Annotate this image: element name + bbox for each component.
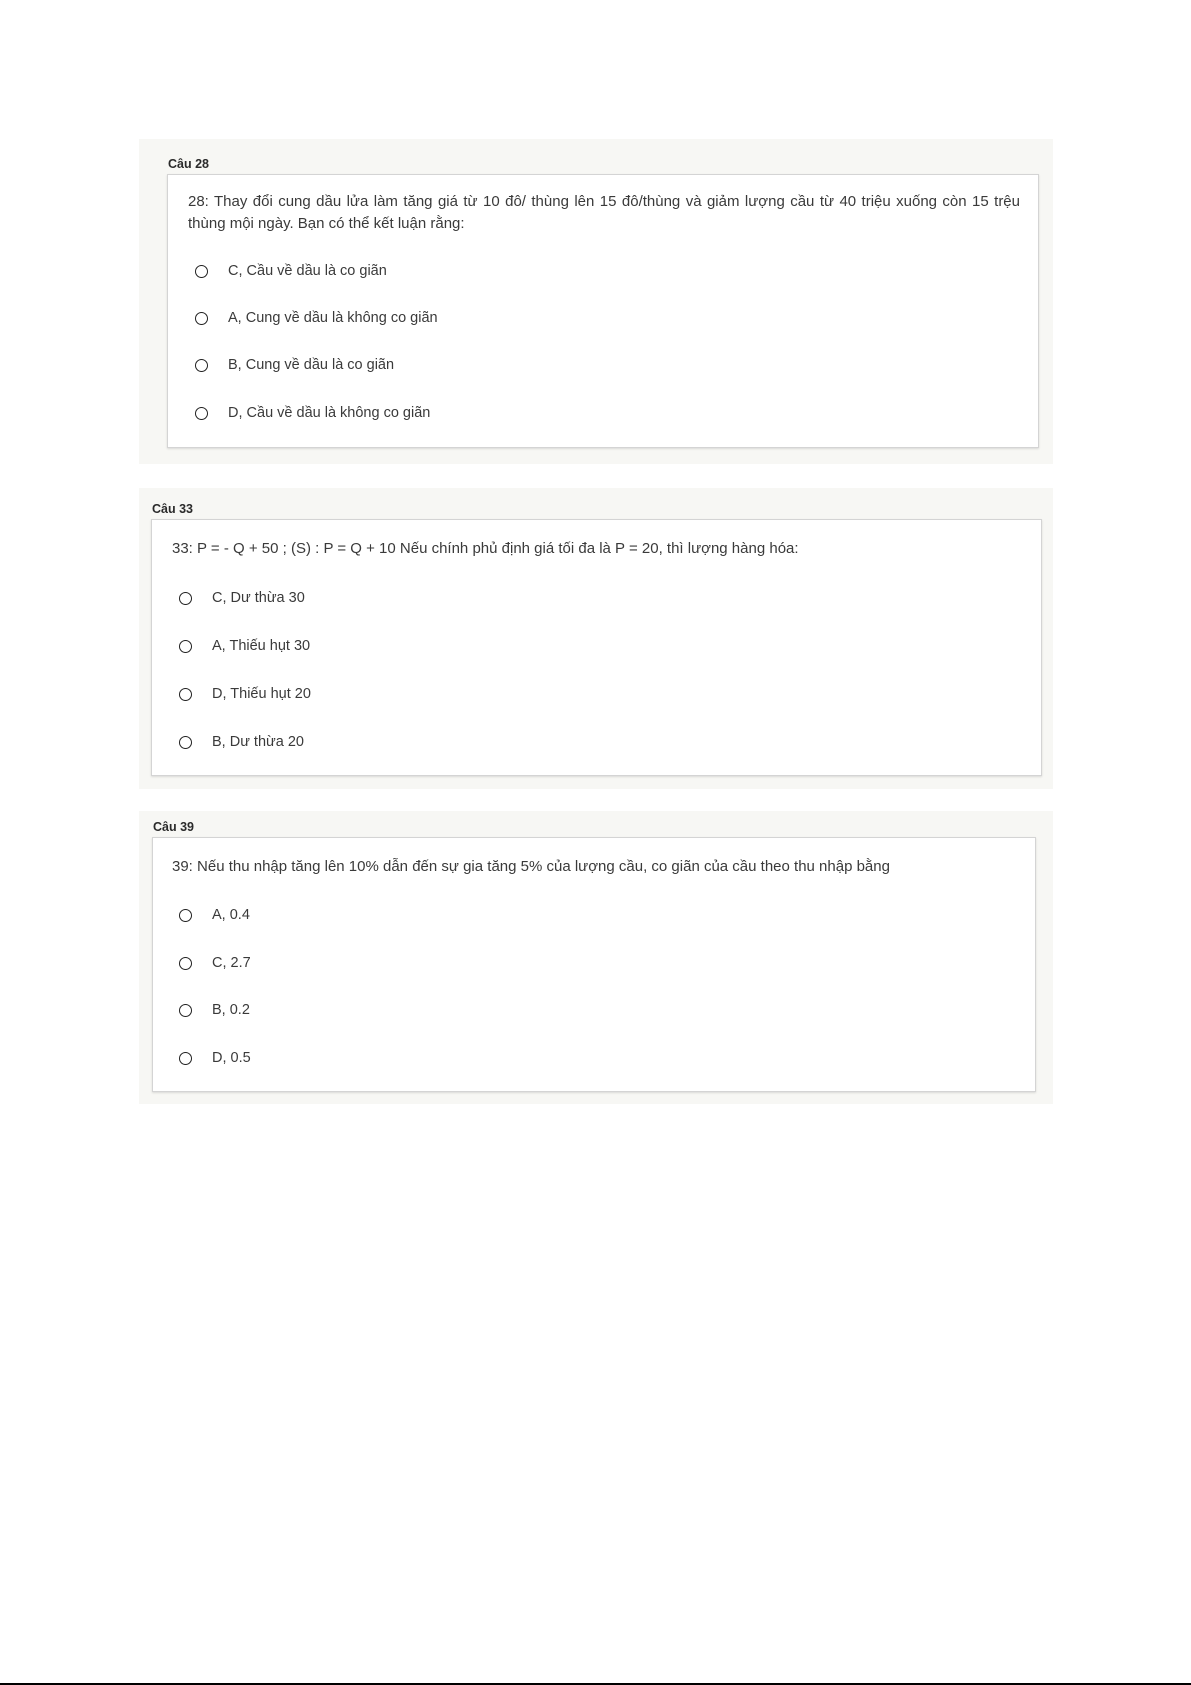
question-heading: Câu 33 <box>152 502 193 516</box>
answer-option[interactable] <box>179 586 305 610</box>
question-card <box>167 174 1039 448</box>
question-card <box>152 837 1036 1092</box>
question-text: 28: Thay đổi cung dầu lửa làm tăng giá từ 10 đô/ thùng lên 15 đô/thùng và giảm lượng cầu từ 40 triệu xuống còn 15 trệu thùng mội ngày. Bạn có thể kết luận rằng: <box>188 193 1020 232</box>
answer-option[interactable] <box>195 306 438 330</box>
radio-button-icon[interactable] <box>179 909 192 922</box>
option-label: B, Dư thừa 20 <box>212 734 304 750</box>
answer-option[interactable] <box>179 634 310 658</box>
option-label: D, Thiếu hụt 20 <box>212 686 311 702</box>
option-label: C, Dư thừa 30 <box>212 590 305 606</box>
answer-option[interactable] <box>195 401 430 425</box>
answer-option[interactable] <box>179 903 250 927</box>
option-label: B, 0.2 <box>212 1002 250 1018</box>
radio-button-icon[interactable] <box>179 688 192 701</box>
option-label: C, 2.7 <box>212 955 251 971</box>
answer-option[interactable] <box>179 951 251 975</box>
option-label: A, 0.4 <box>212 907 250 923</box>
radio-button-icon[interactable] <box>195 312 208 325</box>
radio-button-icon[interactable] <box>195 359 208 372</box>
question-text: 39: Nếu thu nhập tăng lên 10% dẫn đến sự gia tăng 5% của lượng cầu, co giãn của cầu theo thu nhập bằng <box>172 858 890 875</box>
radio-button-icon[interactable] <box>179 736 192 749</box>
answer-option[interactable] <box>195 259 387 283</box>
radio-button-icon[interactable] <box>179 1004 192 1017</box>
radio-button-icon[interactable] <box>179 640 192 653</box>
radio-button-icon[interactable] <box>195 407 208 420</box>
radio-button-icon[interactable] <box>179 957 192 970</box>
radio-button-icon[interactable] <box>179 1052 192 1065</box>
answer-option[interactable] <box>195 353 394 377</box>
question-text: 33: P = - Q + 50 ; (S) : P = Q + 10 Nếu chính phủ định giá tối đa là P = 20, thì lượng hàng hóa: <box>172 540 799 557</box>
question-panel-33 <box>139 488 1053 789</box>
option-label: A, Cung về dầu là không co giãn <box>228 310 438 326</box>
question-panel-28 <box>139 139 1053 464</box>
option-label: B, Cung về dầu là co giãn <box>228 357 395 373</box>
answer-option[interactable] <box>179 1046 251 1070</box>
question-card <box>151 519 1042 776</box>
question-heading: Câu 28 <box>168 157 209 171</box>
radio-button-icon[interactable] <box>179 592 192 605</box>
answer-option[interactable] <box>179 682 311 706</box>
option-label: A, Thiếu hụt 30 <box>212 638 311 654</box>
option-label: D, 0.5 <box>212 1050 251 1066</box>
option-label: C, Cầu về dầu là co giãn <box>228 263 387 279</box>
question-panel-39 <box>139 811 1053 1104</box>
question-heading: Câu 39 <box>153 820 194 834</box>
answer-option[interactable] <box>179 730 304 754</box>
radio-button-icon[interactable] <box>195 265 208 278</box>
option-label: D, Cầu về dầu là không co giãn <box>228 405 431 421</box>
answer-option[interactable] <box>179 998 250 1022</box>
